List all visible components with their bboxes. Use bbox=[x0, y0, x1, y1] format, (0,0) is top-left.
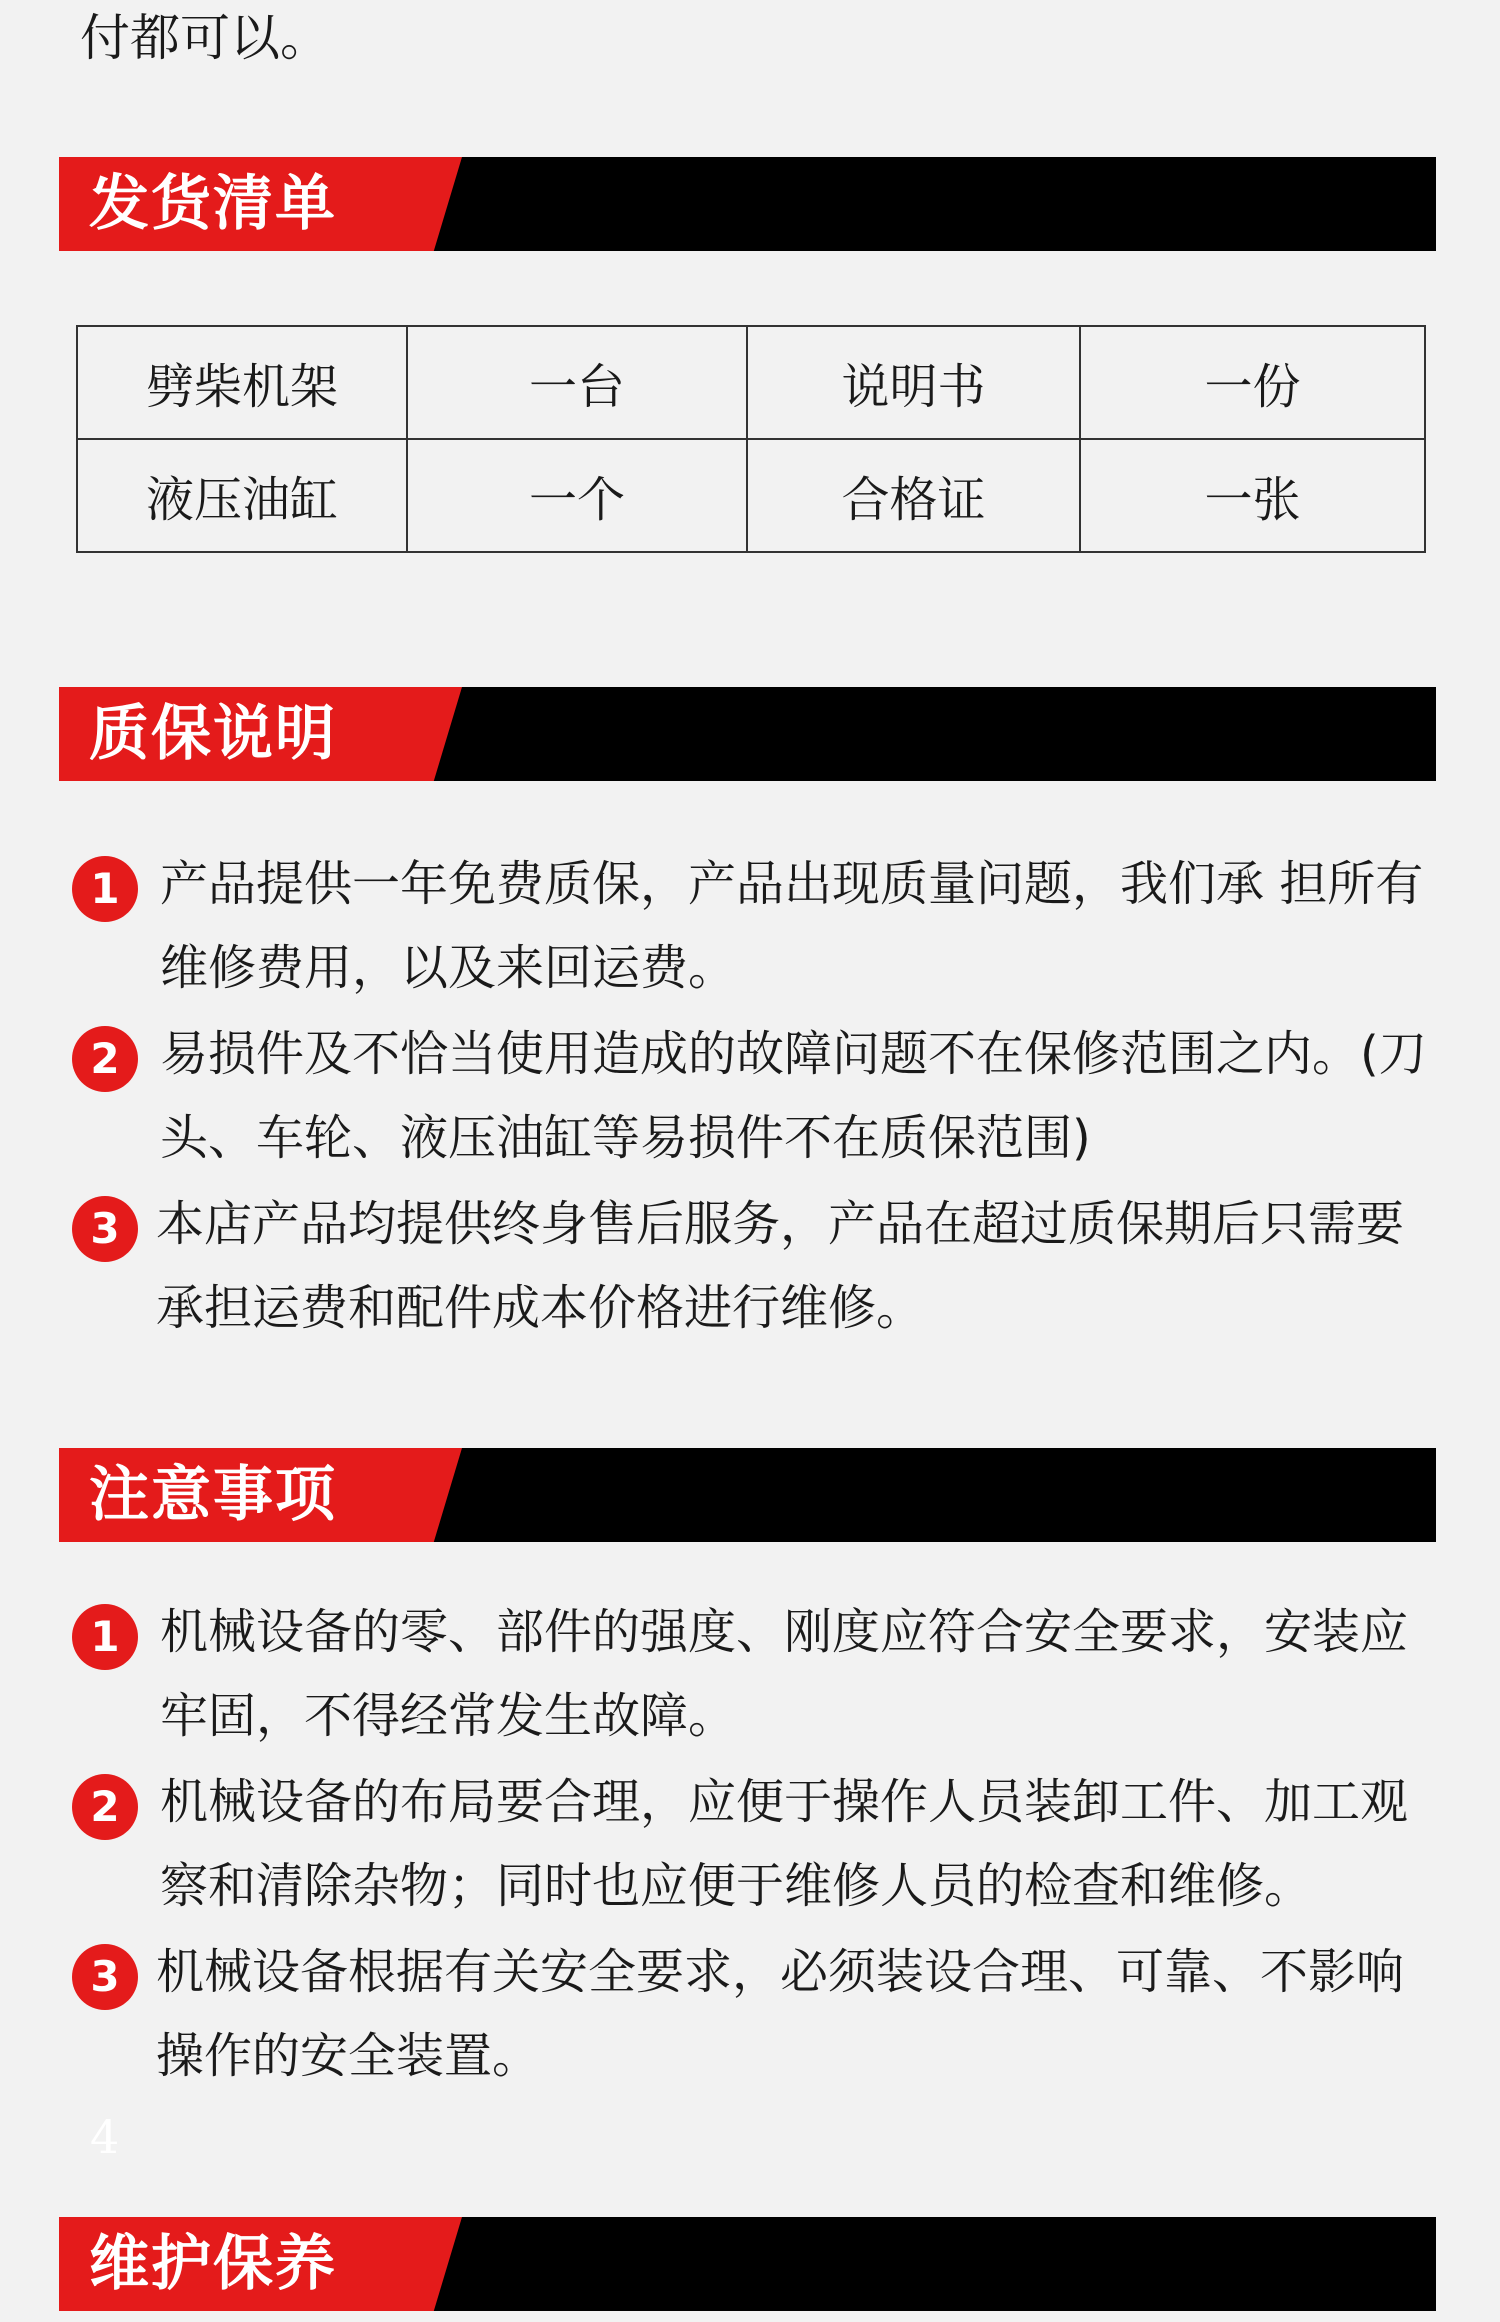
list-item-text: 机械设备的布局要合理，应便于操作人员装卸工件、加工观察和清除杂物；同时也应便于维修人员的检查和维修。 bbox=[160, 1774, 1409, 1914]
number-badge: 3 bbox=[72, 1196, 138, 1262]
intro-tail-text: 付都可以。 bbox=[80, 9, 330, 67]
table-cell: 说明书 bbox=[747, 326, 1080, 439]
page-number: 4 bbox=[90, 2110, 120, 2164]
table-cell: 液压油缸 bbox=[77, 439, 407, 552]
maintenance-title: 维护保养 bbox=[89, 2229, 337, 2299]
number-badge: 1 bbox=[72, 856, 138, 922]
warranty-title: 质保说明 bbox=[89, 699, 337, 769]
table-cell: 合格证 bbox=[747, 439, 1080, 552]
table-row bbox=[77, 326, 1425, 439]
list-item bbox=[0, 1590, 1500, 1758]
number-badge: 2 bbox=[72, 1026, 138, 1092]
list-item-text: 机械设备的零、部件的强度、刚度应符合安全要求，安装应牢固，不得经常发生故障。 bbox=[160, 1604, 1409, 1744]
notes-list bbox=[0, 1590, 1500, 2100]
list-item bbox=[0, 1182, 1500, 1350]
table-cell: 一张 bbox=[1080, 439, 1425, 552]
shipping-list-title: 发货清单 bbox=[89, 169, 337, 239]
number-badge: 1 bbox=[72, 1604, 138, 1670]
table-cell: 一台 bbox=[407, 326, 747, 439]
maintenance-header bbox=[59, 2217, 1436, 2311]
warranty-header bbox=[59, 687, 1436, 781]
shipping-list-header bbox=[59, 157, 1436, 251]
notes-title: 注意事项 bbox=[89, 1460, 337, 1530]
table-cell: 一个 bbox=[407, 439, 747, 552]
warranty-list bbox=[0, 842, 1500, 1352]
list-item-text: 本店产品均提供终身售后服务，产品在超过质保期后只需要承担运费和配件成本价格进行维修。 bbox=[156, 1196, 1405, 1336]
list-item bbox=[0, 1012, 1500, 1180]
list-item bbox=[0, 1760, 1500, 1928]
list-item bbox=[0, 842, 1500, 1010]
list-item-text: 产品提供一年免费质保，产品出现质量问题，我们承 担所有维修费用，以及来回运费。 bbox=[160, 856, 1424, 996]
table-row bbox=[77, 439, 1425, 552]
notes-header bbox=[59, 1448, 1436, 1542]
number-badge: 2 bbox=[72, 1774, 138, 1840]
number-badge: 3 bbox=[72, 1944, 138, 2010]
list-item bbox=[0, 1930, 1500, 2098]
list-item-text: 机械设备根据有关安全要求，必须装设合理、可靠、不影响操作的安全装置。 bbox=[156, 1944, 1405, 2084]
table-cell: 劈柴机架 bbox=[77, 326, 407, 439]
shipping-list-table bbox=[76, 325, 1426, 553]
table-cell: 一份 bbox=[1080, 326, 1425, 439]
list-item-text: 易损件及不恰当使用造成的故障问题不在保修范围之内。(刀头、车轮、液压油缸等易损件不在质保范围) bbox=[160, 1026, 1427, 1166]
